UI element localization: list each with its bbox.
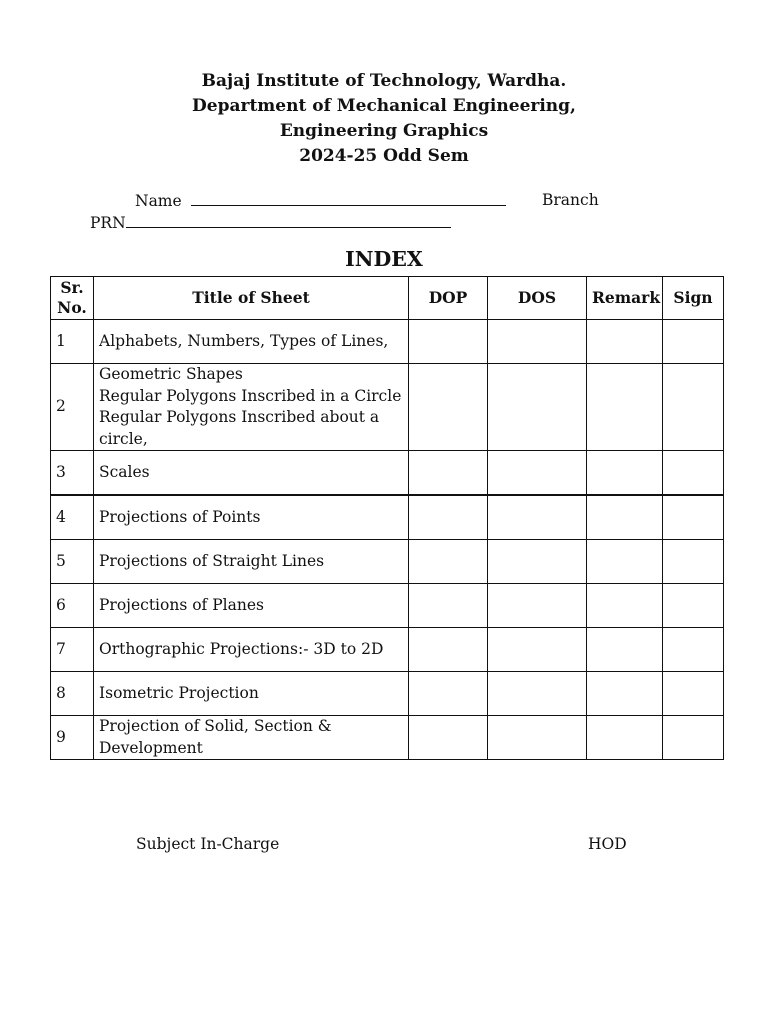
sheet-title-cell (94, 672, 409, 716)
sheet-title-line: Projections of Points (99, 507, 261, 526)
header-sr-line1: Sr. (60, 278, 84, 297)
institute-name: Bajaj Institute of Technology, Wardha. (201, 71, 567, 91)
sign-cell[interactable] (663, 364, 724, 451)
sign-cell[interactable] (663, 628, 724, 672)
remark-cell[interactable] (587, 451, 663, 496)
remark-cell[interactable] (587, 672, 663, 716)
sign-cell[interactable] (663, 495, 724, 540)
sheet-title-line: Scales (99, 462, 150, 481)
index-table (50, 276, 724, 760)
sign-cell[interactable] (663, 672, 724, 716)
remark-cell[interactable] (587, 540, 663, 584)
sheet-title-cell (94, 451, 409, 496)
sheet-title-line: Regular Polygons Inscribed about a (99, 408, 380, 426)
sheet-title-cell (94, 716, 409, 760)
dos-cell[interactable] (488, 364, 587, 451)
sheet-title-cell (94, 628, 409, 672)
dop-cell[interactable] (409, 672, 488, 716)
dop-cell[interactable] (409, 320, 488, 364)
sign-cell[interactable] (663, 451, 724, 496)
sign-cell[interactable] (663, 584, 724, 628)
table-row (51, 628, 724, 672)
sheet-title-line: circle, (99, 429, 148, 448)
table-row (51, 364, 724, 451)
sign-cell[interactable] (663, 320, 724, 364)
name-blank-line (191, 191, 506, 206)
sheet-title-line: Alphabets, Numbers, Types of Lines, (99, 331, 389, 350)
dop-cell[interactable] (409, 584, 488, 628)
prn-field (90, 213, 451, 232)
name-field (135, 191, 506, 210)
sr-no-cell: 1 (51, 320, 94, 364)
table-row (51, 584, 724, 628)
branch-label: Branch (542, 191, 599, 209)
name-label: Name (135, 192, 182, 210)
prn-label: PRN (90, 214, 126, 232)
dos-cell[interactable] (488, 672, 587, 716)
dop-cell[interactable] (409, 628, 488, 672)
header-dop: DOP (409, 277, 488, 320)
table-row (51, 716, 724, 760)
dos-cell[interactable] (488, 495, 587, 540)
sheet-title-line: Regular Polygons Inscribed in a Circle (99, 386, 402, 405)
dos-cell[interactable] (488, 320, 587, 364)
index-table-body (51, 320, 724, 760)
header-sr-line2: No. (57, 298, 87, 317)
sheet-title-line: Projections of Planes (99, 595, 264, 614)
sr-no-cell: 8 (51, 672, 94, 716)
table-row (51, 495, 724, 540)
dos-cell[interactable] (488, 451, 587, 496)
sr-no-cell: 4 (51, 495, 94, 540)
subject-name: Engineering Graphics (279, 121, 489, 141)
sheet-title-cell (94, 364, 409, 451)
dos-cell[interactable] (488, 540, 587, 584)
index-title: INDEX (345, 247, 423, 271)
branch-field (542, 191, 599, 209)
table-row (51, 672, 724, 716)
table-row (51, 320, 724, 364)
hod-signature: HOD (588, 835, 627, 853)
dop-cell[interactable] (409, 495, 488, 540)
remark-cell[interactable] (587, 584, 663, 628)
department-name: Department of Mechanical Engineering, (192, 96, 576, 116)
table-row (51, 540, 724, 584)
sr-no-cell: 6 (51, 584, 94, 628)
semester: 2024-25 Odd Sem (299, 146, 469, 166)
table-row (51, 451, 724, 496)
remark-cell[interactable] (587, 364, 663, 451)
sheet-title-line: Projections of Straight Lines (99, 551, 325, 570)
sr-no-cell: 3 (51, 451, 94, 496)
sr-no-cell: 2 (51, 364, 94, 451)
sr-no-cell: 9 (51, 716, 94, 760)
remark-cell[interactable] (587, 495, 663, 540)
header-title-of-sheet: Title of Sheet (94, 277, 409, 320)
sr-no-cell: 7 (51, 628, 94, 672)
subject-in-charge-signature: Subject In-Charge (136, 835, 280, 853)
remark-cell[interactable] (587, 320, 663, 364)
sheet-title-cell (94, 584, 409, 628)
dos-cell[interactable] (488, 584, 587, 628)
header-sign: Sign (663, 277, 724, 320)
dos-cell[interactable] (488, 628, 587, 672)
sign-cell[interactable] (663, 716, 724, 760)
remark-cell[interactable] (587, 716, 663, 760)
remark-cell[interactable] (587, 628, 663, 672)
dop-cell[interactable] (409, 716, 488, 760)
document-header (0, 69, 768, 169)
sheet-title-line: Geometric Shapes (99, 365, 243, 383)
dos-cell[interactable] (488, 716, 587, 760)
dop-cell[interactable] (409, 364, 488, 451)
table-header-row (51, 277, 724, 320)
dop-cell[interactable] (409, 451, 488, 496)
sheet-title-line: Development (99, 738, 203, 757)
sheet-title-line: Projection of Solid, Section & (99, 717, 332, 735)
sheet-title-cell (94, 495, 409, 540)
sheet-title-line: Isometric Projection (99, 683, 259, 702)
sheet-title-cell (94, 540, 409, 584)
sign-cell[interactable] (663, 540, 724, 584)
sheet-title-line: Orthographic Projections:- 3D to 2D (99, 639, 384, 658)
prn-blank-line (126, 213, 451, 228)
sheet-title-cell (94, 320, 409, 364)
header-sr-no (51, 277, 94, 320)
sr-no-cell: 5 (51, 540, 94, 584)
dop-cell[interactable] (409, 540, 488, 584)
header-dos: DOS (488, 277, 587, 320)
header-remark: Remark (587, 277, 663, 320)
